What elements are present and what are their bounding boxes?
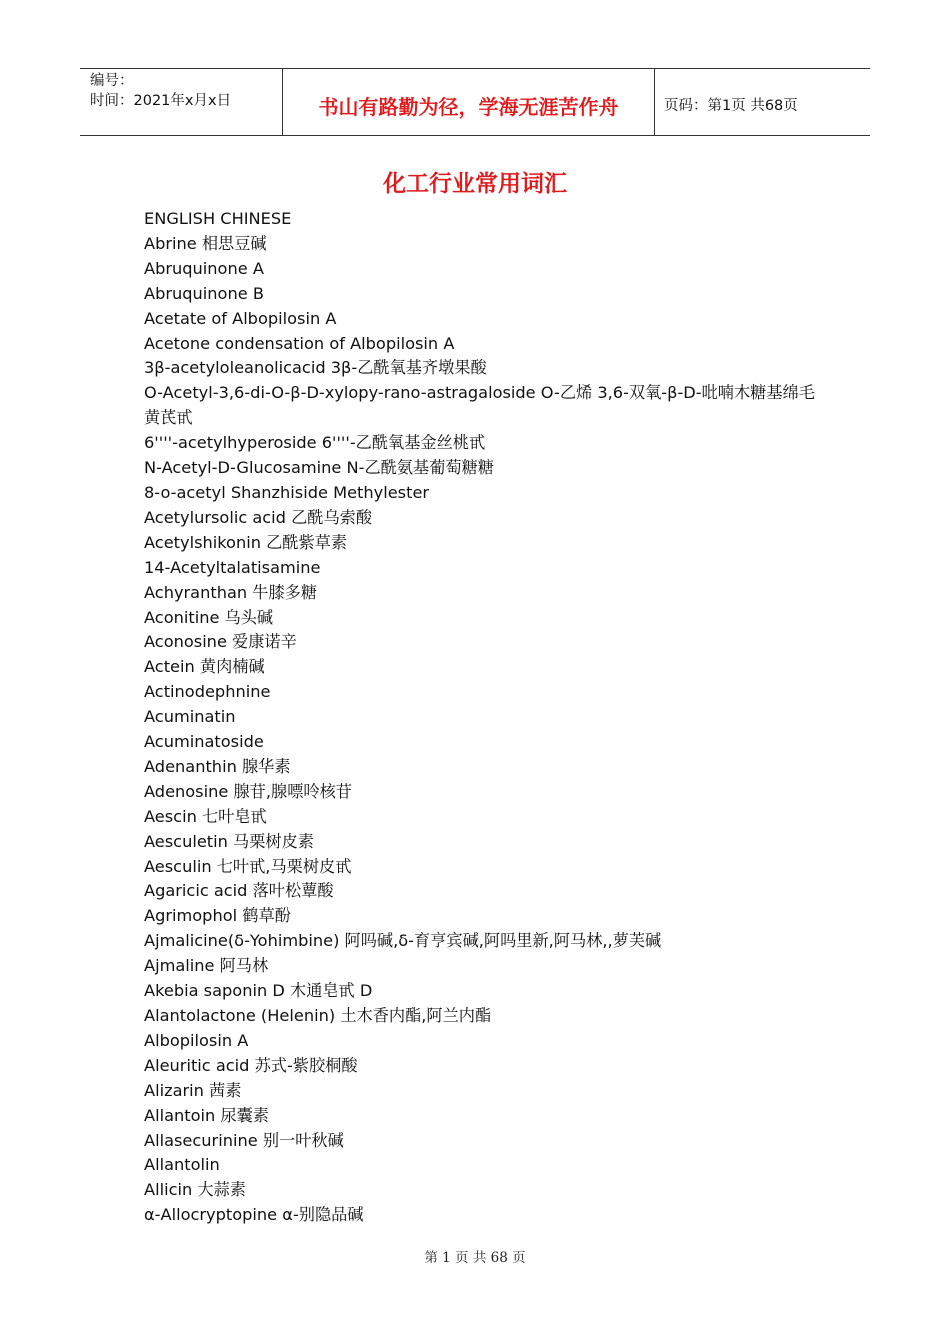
list-item: Aesculin 七叶甙,马栗树皮甙 [144, 856, 352, 876]
list-item: 8-o-acetyl Shanzhiside Methylester [144, 482, 430, 502]
list-item: Albopilosin A [144, 1030, 249, 1050]
list-item: Allasecurinine 别一叶秋碱 [144, 1130, 344, 1150]
vocabulary-list [144, 207, 816, 1228]
list-item: O-Acetyl-3,6-di-O-β-D-xylopy-rano-astragaloside O-乙烯 3,6-双氧-β-D-吡喃木糖基绵毛黄芪甙 [144, 383, 815, 428]
list-item: Agrimophol 鹤草酚 [144, 906, 291, 926]
header-motto: 书山有路勤为径，学海无涯苦作舟 [282, 69, 655, 135]
list-item: Aleuritic acid 苏式-紫胶桐酸 [144, 1055, 358, 1075]
list-item: Acetylshikonin 乙酰紫草素 [144, 532, 348, 552]
document-time: 时间：2021年x月x日 [90, 93, 232, 109]
document-title: 化工行业常用词汇 [383, 170, 567, 197]
page-footer: 第 1 页 共 68 页 [424, 1250, 526, 1266]
list-item: Allantoin 尿囊素 [144, 1105, 269, 1125]
list-item: Ajmalicine(δ-Yohimbine) 阿吗碱,δ-育亨宾碱,阿吗里新,阿马林,,萝芙碱 [144, 931, 662, 951]
list-header: ENGLISH CHINESE [144, 209, 292, 228]
list-item: N-Acetyl-D-Glucosamine N-乙酰氨基葡萄糖糖 [144, 458, 494, 478]
list-item: Abrine 相思豆碱 [144, 233, 267, 253]
list-item: Acetone condensation of Albopilosin A [144, 333, 455, 353]
list-item: Agaricic acid 落叶松蕈酸 [144, 881, 334, 901]
list-item: 6''''-acetylhyperoside 6''''-乙酰氧基金丝桃甙 [144, 433, 486, 453]
list-item: Ajmaline 阿马林 [144, 956, 269, 976]
list-item: Acuminatoside [144, 732, 264, 752]
list-item: Acetylursolic acid 乙酰乌索酸 [144, 507, 373, 527]
list-item: Abruquinone A [144, 258, 264, 278]
list-item: Alantolactone (Helenin) 土木香内酯,阿兰内酯 [144, 1006, 492, 1025]
list-item: Acuminatin [144, 707, 236, 727]
list-item: Allantolin [144, 1155, 220, 1175]
list-item: α-Allocryptopine α-别隐品碱 [144, 1205, 364, 1225]
list-item: Adenanthin 腺华素 [144, 756, 291, 776]
list-item: Abruquinone B [144, 283, 264, 303]
list-item: 3β-acetyloleanolicacid 3β-乙酰氧基齐墩果酸 [144, 358, 487, 378]
list-item: Aescin 七叶皂甙 [144, 806, 267, 826]
list-item: Alizarin 茜素 [144, 1080, 242, 1100]
list-item: Actein 黄肉楠碱 [144, 657, 265, 677]
header-meta [80, 69, 282, 135]
list-item: Achyranthan 牛膝多糖 [144, 582, 318, 602]
list-item: Adenosine 腺苷,腺嘌呤核苷 [144, 781, 352, 801]
list-item: Aesculetin 马栗树皮素 [144, 831, 314, 851]
document-header [80, 68, 870, 136]
list-item: Allicin 大蒜素 [144, 1180, 246, 1200]
list-item: Aconosine 爱康诺辛 [144, 632, 297, 652]
header-page-info: 页码：第1页 共68页 [664, 97, 798, 114]
list-item: Akebia saponin D 木通皂甙 D [144, 981, 373, 1001]
list-item: 14-Acetyltalatisamine [144, 557, 321, 577]
document-number-label: 编号： [90, 73, 134, 89]
list-item: Acetate of Albopilosin A [144, 308, 337, 328]
list-item: Aconitine 乌头碱 [144, 607, 274, 627]
list-item: Actinodephnine [144, 682, 271, 702]
